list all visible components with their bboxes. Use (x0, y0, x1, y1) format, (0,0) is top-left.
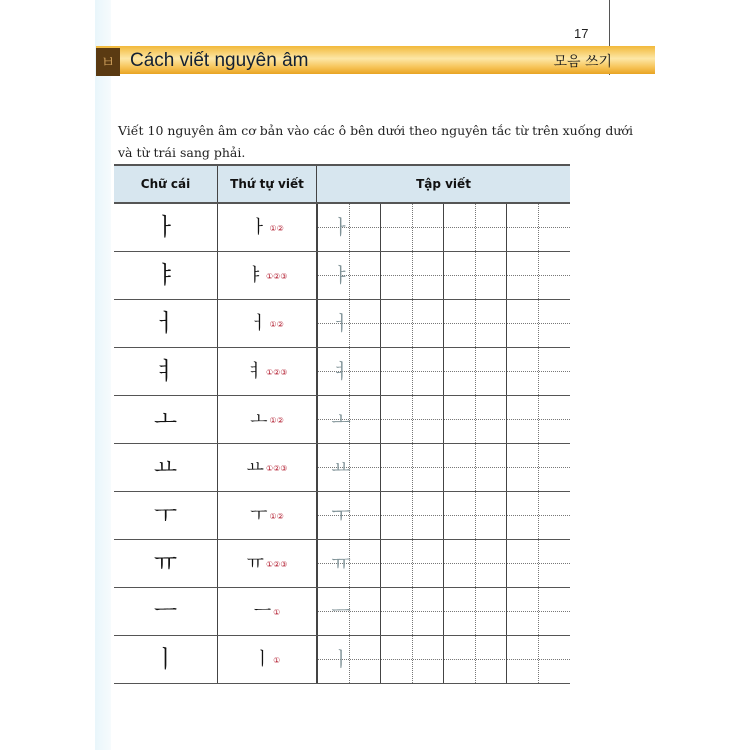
guide-line-horizontal (507, 323, 570, 324)
writing-box[interactable] (317, 348, 381, 395)
stroke-order (218, 636, 316, 683)
guide-line-horizontal (507, 611, 570, 612)
table-row (114, 540, 570, 588)
stroke-order (218, 540, 316, 587)
stroke-order-glyph: ㅑ (246, 265, 264, 286)
guide-line-horizontal (444, 227, 507, 228)
trace-guide: ㅜ (331, 503, 351, 527)
stroke-arrow-icon: ①②③ (265, 271, 288, 281)
stroke-arrow-icon: ①② (269, 223, 284, 233)
stroke-order (218, 252, 316, 299)
writing-box[interactable] (506, 492, 570, 539)
stroke-order-glyph: ㅣ (253, 649, 272, 670)
writing-box[interactable] (380, 396, 444, 443)
practice-area (317, 252, 572, 299)
trace-guide: ㅣ (331, 647, 351, 671)
practice-area (317, 588, 572, 635)
practice-area (317, 444, 572, 491)
guide-line-horizontal (507, 563, 570, 564)
writing-box[interactable] (317, 204, 381, 251)
vowel-letter: ㅏ (153, 213, 178, 241)
table-row (114, 204, 570, 252)
writing-box[interactable] (506, 204, 570, 251)
writing-box[interactable] (317, 444, 381, 491)
page-number: 17 (574, 26, 589, 41)
stroke-order-glyph: ㅗ (250, 409, 268, 430)
practice-area (317, 636, 572, 683)
writing-box[interactable] (380, 348, 444, 395)
stroke-order (218, 588, 316, 635)
table-row (114, 396, 570, 444)
writing-box[interactable] (443, 396, 507, 443)
stroke-order-glyph: ㅡ (253, 601, 272, 622)
writing-box[interactable] (443, 300, 507, 347)
guide-line-horizontal (507, 371, 570, 372)
trace-guide: ㅏ (331, 215, 351, 239)
writing-box[interactable] (506, 396, 570, 443)
stroke-order (218, 348, 316, 395)
guide-line-horizontal (507, 419, 570, 420)
stroke-arrow-icon: ①②③ (265, 463, 288, 473)
stroke-order (218, 492, 316, 539)
table-row (114, 444, 570, 492)
vowel-letter: ㅣ (153, 645, 178, 673)
guide-line-horizontal (381, 371, 444, 372)
guide-line-horizontal (444, 563, 507, 564)
writing-box[interactable] (380, 636, 444, 683)
table-row (114, 492, 570, 540)
header-stroke-order: Thứ tự viết (230, 177, 304, 191)
guide-line-horizontal (507, 515, 570, 516)
trace-guide: ㅓ (331, 311, 351, 335)
vowel-letter: ㅓ (153, 309, 178, 337)
vowel-letter: ㅗ (153, 405, 178, 433)
guide-line-horizontal (381, 563, 444, 564)
writing-box[interactable] (317, 300, 381, 347)
writing-box[interactable] (317, 396, 381, 443)
vowel-letter: ㅑ (153, 261, 178, 289)
writing-box[interactable] (380, 444, 444, 491)
guide-line-horizontal (444, 467, 507, 468)
practice-area (317, 204, 572, 251)
section-title: Cách viết nguyên âm (130, 50, 309, 71)
writing-box[interactable] (380, 300, 444, 347)
stroke-arrow-icon: ①② (269, 511, 284, 521)
section-korean-title: 모음 쓰기 (553, 54, 612, 70)
guide-line-horizontal (381, 515, 444, 516)
stroke-order (218, 204, 316, 251)
guide-line-horizontal (381, 611, 444, 612)
stroke-arrow-icon: ① (273, 607, 281, 617)
writing-box[interactable] (443, 492, 507, 539)
stroke-order-glyph: ㅓ (250, 313, 268, 334)
guide-line-horizontal (444, 371, 507, 372)
writing-box[interactable] (443, 204, 507, 251)
guide-line-horizontal (381, 275, 444, 276)
practice-area (317, 348, 572, 395)
vowel-letter: ㅡ (153, 597, 178, 625)
guide-line-horizontal (444, 659, 507, 660)
writing-box[interactable] (506, 636, 570, 683)
table-row (114, 588, 570, 636)
writing-box[interactable] (506, 252, 570, 299)
guide-line-horizontal (444, 419, 507, 420)
guide-line-horizontal (444, 611, 507, 612)
instructions-text: Viết 10 nguyên âm cơ bản vào các ô bên dưới theo nguyên tắc từ trên xuống dưới và từ trái sang phải. (118, 123, 633, 160)
writing-box[interactable] (443, 252, 507, 299)
header-practice: Tập viết (416, 177, 471, 191)
writing-box[interactable] (380, 252, 444, 299)
practice-area (317, 492, 572, 539)
writing-box[interactable] (380, 204, 444, 251)
vowel-letter: ㅜ (153, 501, 178, 529)
guide-line-horizontal (381, 419, 444, 420)
writing-box[interactable] (443, 636, 507, 683)
table-body (114, 204, 570, 684)
table-row (114, 348, 570, 396)
guide-line-horizontal (444, 275, 507, 276)
stroke-order-glyph: ㅛ (246, 457, 264, 478)
vowel-practice-table (114, 164, 570, 684)
writing-box[interactable] (443, 540, 507, 587)
stroke-arrow-icon: ①②③ (265, 559, 288, 569)
stroke-arrow-icon: ①② (269, 319, 284, 329)
stroke-order (218, 396, 316, 443)
vowel-letter: ㅕ (153, 357, 178, 385)
stroke-arrow-icon: ①② (269, 415, 284, 425)
vowel-letter: ㅠ (153, 549, 178, 577)
trace-guide: ㅛ (331, 455, 351, 479)
stroke-order-glyph: ㅠ (246, 553, 264, 574)
vowel-letter: ㅛ (153, 453, 178, 481)
guide-line-horizontal (444, 323, 507, 324)
writing-box[interactable] (506, 300, 570, 347)
guide-line-horizontal (381, 659, 444, 660)
trace-guide: ㅕ (331, 359, 351, 383)
writing-box[interactable] (443, 444, 507, 491)
writing-box[interactable] (317, 492, 381, 539)
writing-box[interactable] (317, 588, 381, 635)
stroke-order-glyph: ㅕ (246, 361, 264, 382)
guide-line-horizontal (507, 467, 570, 468)
header-letter: Chữ cái (140, 177, 191, 191)
writing-box[interactable] (506, 348, 570, 395)
guide-line-horizontal (381, 467, 444, 468)
writing-box[interactable] (506, 540, 570, 587)
writing-box[interactable] (317, 636, 381, 683)
trace-guide: ㅠ (331, 551, 351, 575)
writing-box[interactable] (506, 444, 570, 491)
writing-box[interactable] (380, 588, 444, 635)
writing-box[interactable] (506, 588, 570, 635)
stroke-order-glyph: ㅜ (250, 505, 268, 526)
practice-area (317, 396, 572, 443)
table-row (114, 636, 570, 684)
writing-box[interactable] (317, 252, 381, 299)
guide-line-horizontal (444, 515, 507, 516)
trace-guide: ㅡ (331, 599, 351, 623)
stroke-arrow-icon: ①②③ (265, 367, 288, 377)
guide-line-horizontal (507, 227, 570, 228)
guide-line-horizontal (381, 323, 444, 324)
stroke-order (218, 300, 316, 347)
writing-box[interactable] (380, 492, 444, 539)
writing-box[interactable] (317, 540, 381, 587)
writing-box[interactable] (443, 588, 507, 635)
practice-area (317, 540, 572, 587)
guide-line-horizontal (507, 275, 570, 276)
guide-line-horizontal (381, 227, 444, 228)
trace-guide: ㅗ (331, 407, 351, 431)
section-badge-icon: ㅂ (96, 48, 120, 76)
stroke-order-glyph: ㅏ (250, 217, 268, 238)
table-header (114, 164, 570, 204)
practice-area (317, 300, 572, 347)
page-margin-strip (95, 0, 111, 750)
section-banner (96, 46, 655, 74)
trace-guide: ㅑ (331, 263, 351, 287)
stroke-arrow-icon: ① (273, 655, 281, 665)
guide-line-horizontal (507, 659, 570, 660)
stroke-order (218, 444, 316, 491)
table-row (114, 300, 570, 348)
writing-box[interactable] (443, 348, 507, 395)
table-row (114, 252, 570, 300)
writing-box[interactable] (380, 540, 444, 587)
